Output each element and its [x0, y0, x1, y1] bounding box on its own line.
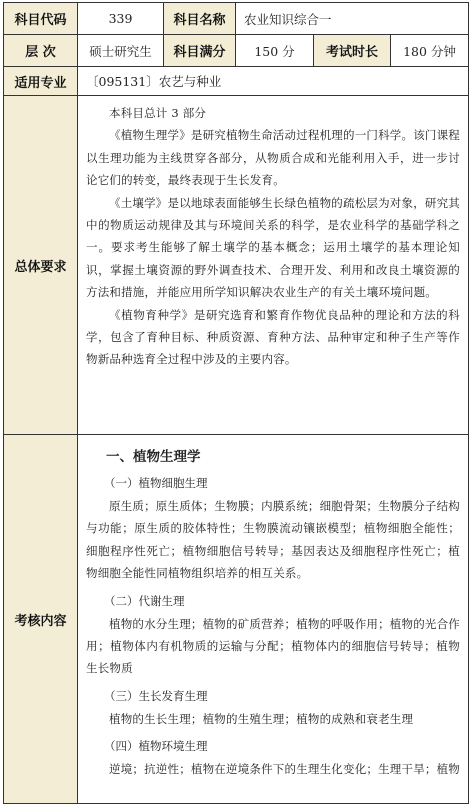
subsection-title: （二）代谢生理 [104, 593, 185, 608]
row-level [4, 35, 469, 67]
row-major [4, 67, 469, 96]
overview-paragraph: 本科目总计 3 部分 [109, 106, 207, 120]
subject-code-label: 科目代码 [4, 3, 78, 35]
subsection-body: 原生质；原生质体；生物膜；内膜系统；细胞骨架；生物膜分子结构与功能；原生质的胶体特性；生物膜流动镶嵌模型；植物细胞全能性；细胞程序性死亡；植物细胞信号转导；基因表达及细胞程序性死亡；植物细胞全能性同植物组织培养的相互关系。 [86, 499, 460, 581]
full-score-label: 科目满分 [164, 35, 236, 67]
content-body [78, 435, 469, 804]
exam-duration-label: 考试时长 [314, 35, 391, 67]
subsection-body: 植物的生长生理；植物的生殖生理；植物的成熟和衰老生理 [109, 711, 414, 726]
level-label: 层 次 [4, 35, 78, 67]
full-score-value: 150 分 [236, 35, 314, 67]
content-label: 考核内容 [4, 435, 78, 804]
major-value: 〔095131〕农艺与种业 [78, 67, 469, 96]
exam-duration-value: 180 分钟 [391, 35, 469, 67]
syllabus-table [3, 2, 469, 804]
overview-paragraph: 《植物育种学》是研究选育和繁育作物优良品种的理论和方法的科学，包含了育种目标、种质资源、育种方法、品种审定和种子生产等作物新品种选育全过程中涉及的主要内容。 [86, 307, 460, 367]
row-overview [4, 96, 469, 435]
row-content [4, 435, 469, 804]
subsection-body: 逆境；抗逆性；植物在逆境条件下的生理生化变化；生理干旱；植物 [109, 762, 460, 777]
overview-label: 总体要求 [4, 96, 78, 435]
subsection-body: 植物的水分生理；植物的矿质营养；植物的呼吸作用；植物的光合作用；植物体内有机物质的运输与分配；植物体内的细胞信号转导；植物生长物质 [86, 616, 460, 676]
subject-name-value: 农业知识综合一 [236, 3, 469, 35]
row-subject [4, 3, 469, 35]
major-label: 适用专业 [4, 67, 78, 96]
section-title: 一、植物生理学 [106, 449, 201, 465]
subsection-title: （三）生长发育生理 [104, 688, 208, 703]
overview-paragraph: 《土壤学》是以地球表面能够生长绿色植物的疏松层为对象，研究其中的物质运动规律及其与环境间关系的科学，是农业科学的基础学科之一。要求考生能够了解土壤学的基本概念；运用土壤学的基本理论知识，掌握土壤资源的野外调查技术、合理开发、利用和改良土壤资源的方法和措施，并能应用所学知识解决农业生产的有关土壤环境问题。 [86, 195, 460, 300]
overview-body [78, 96, 469, 435]
subject-name-label: 科目名称 [164, 3, 236, 35]
subsection-title: （四）植物环境生理 [104, 739, 208, 754]
subsection-title: （一）植物细胞生理 [104, 476, 208, 490]
overview-paragraph: 《植物生理学》是研究植物生命活动过程机理的一门科学。该门课程以生理功能为主线贯穿各部分，从物质合成和光能利用入手，进一步讨论它们的转变，最终表现于生长发育。 [86, 128, 460, 188]
level-value: 硕士研究生 [78, 35, 164, 67]
subject-code-value: 339 [78, 3, 164, 35]
